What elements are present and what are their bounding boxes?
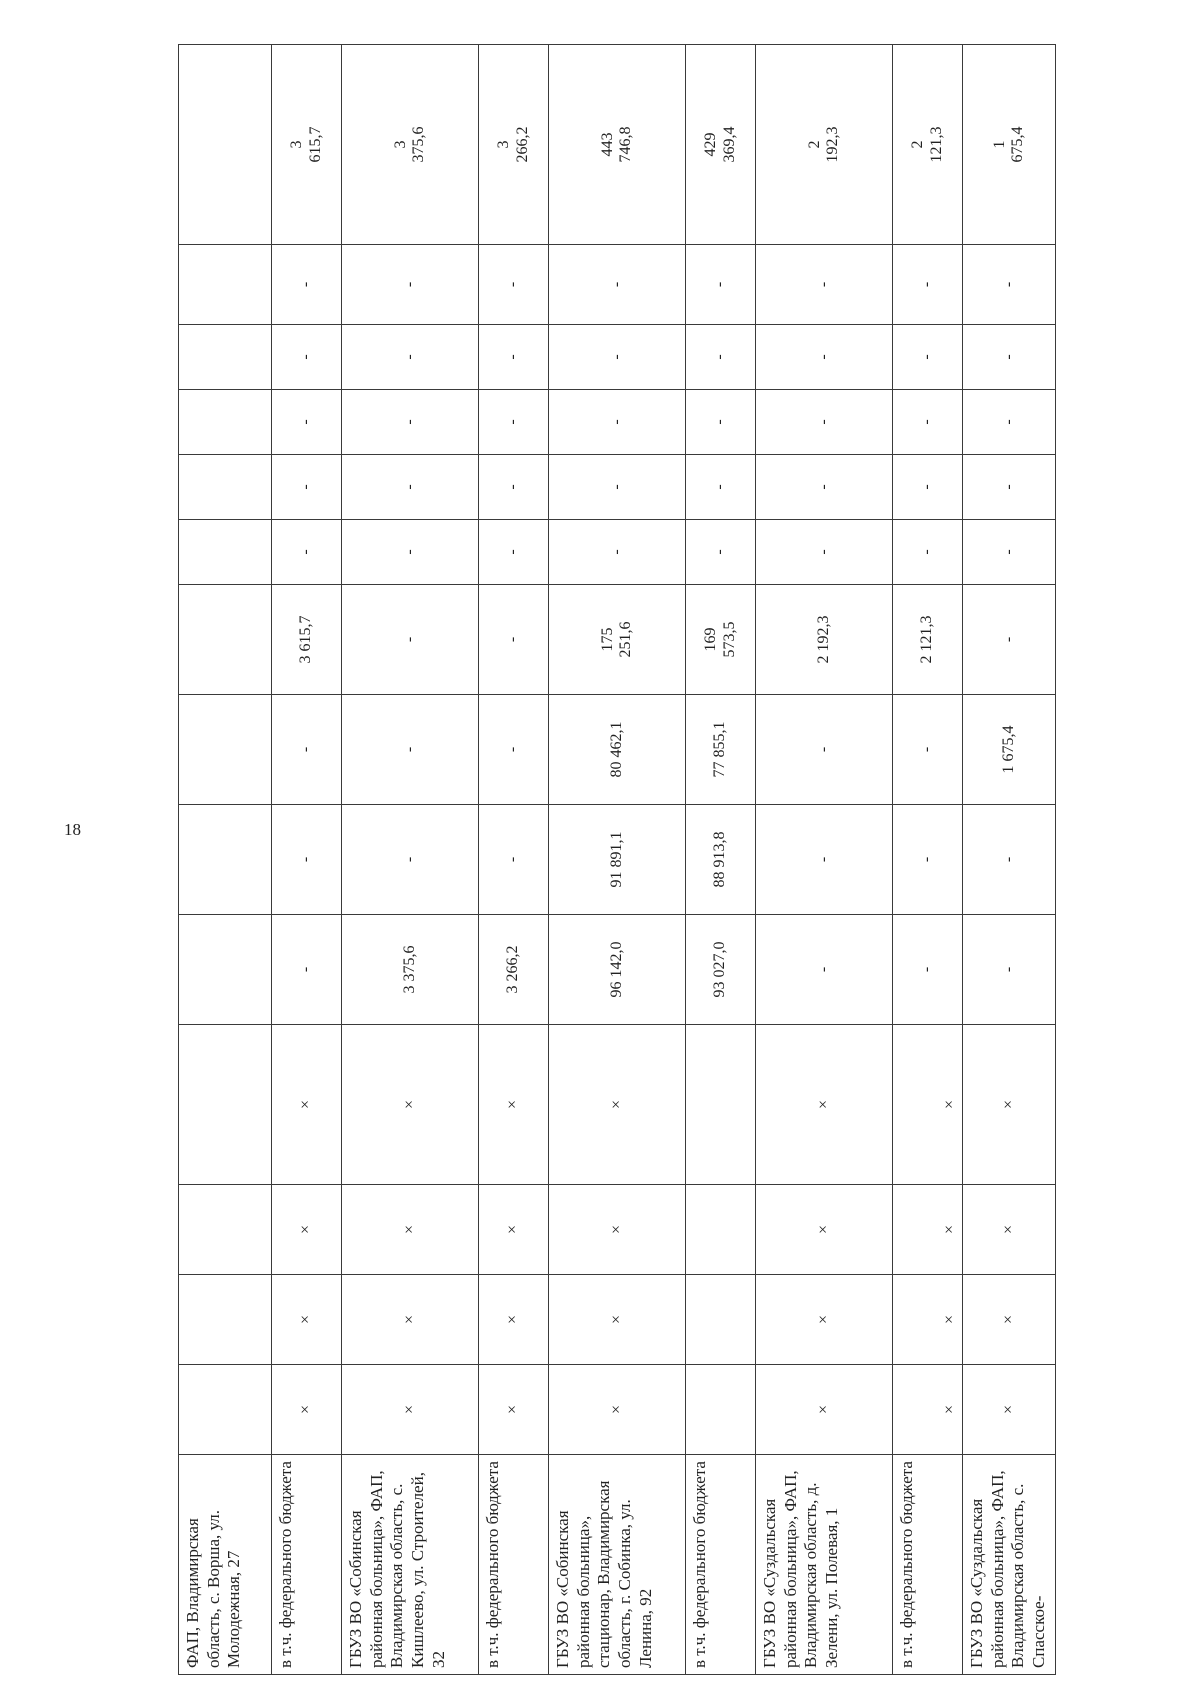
value-cell: -	[342, 695, 479, 805]
dash-cell: -	[893, 520, 963, 585]
value-cell: 96 142,0	[549, 915, 686, 1025]
dash-cell: -	[272, 390, 342, 455]
table-row	[756, 45, 893, 1675]
x-mark-cell: ×	[342, 1185, 479, 1275]
x-mark-cell: ×	[963, 1365, 1056, 1455]
dash-cell: -	[549, 455, 686, 520]
x-mark-cell: ×	[756, 1275, 893, 1365]
x-mark-cell: ×	[756, 1025, 893, 1185]
row-label: в т.ч. федерального бюджета	[479, 1455, 549, 1675]
dash-cell: -	[756, 325, 893, 390]
x-mark-cell: ×	[893, 1275, 963, 1365]
value-cell: -	[272, 695, 342, 805]
value-cell: -	[479, 585, 549, 695]
dash-cell: -	[756, 245, 893, 325]
dash-cell: -	[272, 455, 342, 520]
dash-cell: -	[686, 520, 756, 585]
value-cell: -	[893, 915, 963, 1025]
total-cell: 2 192,3	[756, 45, 893, 245]
dash-cell: -	[479, 245, 549, 325]
x-mark-cell: ×	[272, 1185, 342, 1275]
x-mark-cell: ×	[893, 1185, 963, 1275]
x-mark-cell: ×	[963, 1025, 1056, 1185]
dash-cell	[179, 325, 272, 390]
dash-cell: -	[756, 390, 893, 455]
dash-cell: -	[342, 390, 479, 455]
x-mark-cell: ×	[479, 1185, 549, 1275]
table-row	[272, 45, 342, 1675]
dash-cell: -	[272, 520, 342, 585]
x-mark-cell: ×	[272, 1275, 342, 1365]
table-row	[893, 45, 963, 1675]
dash-cell: -	[549, 325, 686, 390]
row-label: в т.ч. федерального бюджета	[686, 1455, 756, 1675]
x-mark-cell: ×	[756, 1365, 893, 1455]
rotated-table-wrapper	[178, 45, 1103, 1675]
value-cell	[179, 915, 272, 1025]
table-row	[342, 45, 479, 1675]
x-mark-cell: ×	[479, 1275, 549, 1365]
x-mark-cell: ×	[479, 1365, 549, 1455]
dash-cell: -	[479, 390, 549, 455]
dash-cell: -	[893, 390, 963, 455]
value-cell: -	[272, 805, 342, 915]
funding-table	[178, 44, 1056, 1675]
x-mark-cell	[686, 1275, 756, 1365]
dash-cell: -	[963, 455, 1056, 520]
x-mark-cell	[179, 1185, 272, 1275]
x-mark-cell: ×	[756, 1185, 893, 1275]
x-mark-cell	[686, 1025, 756, 1185]
value-cell: -	[342, 805, 479, 915]
value-cell: -	[756, 695, 893, 805]
row-label: ФАП, Владимирская область, с. Ворша, ул. Молодежная, 27	[179, 1455, 272, 1675]
value-cell: -	[479, 805, 549, 915]
value-cell: 77 855,1	[686, 695, 756, 805]
value-cell: -	[893, 695, 963, 805]
dash-cell: -	[963, 390, 1056, 455]
x-mark-cell: ×	[272, 1365, 342, 1455]
x-mark-cell: ×	[549, 1365, 686, 1455]
row-label: ГБУЗ ВО «Суздальская районная больница», ФАП, Владимирская область, д. Зелени, ул. Полевая, 1	[756, 1455, 893, 1675]
value-cell: -	[963, 915, 1056, 1025]
table-row	[479, 45, 549, 1675]
row-label: ГБУЗ ВО «Собинская районная больница», стационар, Владимирская область, г. Собинка, ул. Ленина, 92	[549, 1455, 686, 1675]
table-row	[686, 45, 756, 1675]
page-number: 18	[64, 820, 81, 839]
value-cell: 175 251,6	[549, 585, 686, 695]
dash-cell: -	[342, 520, 479, 585]
dash-cell: -	[963, 245, 1056, 325]
table-row	[963, 45, 1056, 1675]
dash-cell: -	[342, 325, 479, 390]
dash-cell	[179, 455, 272, 520]
dash-cell: -	[549, 520, 686, 585]
x-mark-cell: ×	[963, 1185, 1056, 1275]
x-mark-cell	[686, 1365, 756, 1455]
dash-cell: -	[963, 325, 1056, 390]
table-row	[179, 45, 272, 1675]
value-cell: -	[272, 915, 342, 1025]
x-mark-cell	[179, 1275, 272, 1365]
x-mark-cell: ×	[893, 1025, 963, 1185]
dash-cell: -	[686, 455, 756, 520]
value-cell: 3 375,6	[342, 915, 479, 1025]
row-label: в т.ч. федерального бюджета	[272, 1455, 342, 1675]
x-mark-cell: ×	[272, 1025, 342, 1185]
x-mark-cell: ×	[963, 1275, 1056, 1365]
value-cell: 93 027,0	[686, 915, 756, 1025]
table-body	[179, 45, 1056, 1675]
dash-cell: -	[342, 245, 479, 325]
x-mark-cell	[179, 1365, 272, 1455]
value-cell: -	[342, 585, 479, 695]
dash-cell: -	[686, 390, 756, 455]
dash-cell: -	[479, 455, 549, 520]
value-cell: -	[756, 805, 893, 915]
dash-cell: -	[686, 245, 756, 325]
dash-cell: -	[342, 455, 479, 520]
dash-cell: -	[756, 455, 893, 520]
value-cell: 2 121,3	[893, 585, 963, 695]
total-cell: 2 121,3	[893, 45, 963, 245]
value-cell: -	[893, 805, 963, 915]
dash-cell: -	[686, 325, 756, 390]
dash-cell: -	[893, 325, 963, 390]
dash-cell: -	[893, 455, 963, 520]
dash-cell: -	[963, 520, 1056, 585]
total-cell: 1 675,4	[963, 45, 1056, 245]
table-row	[549, 45, 686, 1675]
value-cell: 80 462,1	[549, 695, 686, 805]
value-cell: -	[756, 915, 893, 1025]
dash-cell: -	[549, 245, 686, 325]
x-mark-cell: ×	[549, 1275, 686, 1365]
value-cell	[179, 695, 272, 805]
value-cell: 88 913,8	[686, 805, 756, 915]
x-mark-cell: ×	[893, 1365, 963, 1455]
total-cell	[179, 45, 272, 245]
row-label: ГБУЗ ВО «Собинская районная больница», ФАП, Владимирская область, с. Кишлеево, ул. Строителей, 32	[342, 1455, 479, 1675]
x-mark-cell: ×	[549, 1025, 686, 1185]
value-cell: 3 615,7	[272, 585, 342, 695]
value-cell: -	[963, 585, 1056, 695]
dash-cell	[179, 390, 272, 455]
dash-cell	[179, 245, 272, 325]
dash-cell: -	[272, 325, 342, 390]
value-cell	[179, 585, 272, 695]
dash-cell: -	[893, 245, 963, 325]
value-cell: 91 891,1	[549, 805, 686, 915]
value-cell	[179, 805, 272, 915]
total-cell: 3 375,6	[342, 45, 479, 245]
x-mark-cell: ×	[549, 1185, 686, 1275]
value-cell: 169 573,5	[686, 585, 756, 695]
dash-cell: -	[479, 325, 549, 390]
value-cell: 3 266,2	[479, 915, 549, 1025]
dash-cell: -	[756, 520, 893, 585]
x-mark-cell	[686, 1185, 756, 1275]
value-cell: 1 675,4	[963, 695, 1056, 805]
x-mark-cell: ×	[342, 1025, 479, 1185]
value-cell: -	[479, 695, 549, 805]
dash-cell	[179, 520, 272, 585]
total-cell: 3 266,2	[479, 45, 549, 245]
total-cell: 443 746,8	[549, 45, 686, 245]
dash-cell: -	[272, 245, 342, 325]
dash-cell: -	[549, 390, 686, 455]
row-label: ГБУЗ ВО «Суздальская районная больница», ФАП, Владимирская область, с. Спасское-	[963, 1455, 1056, 1675]
dash-cell: -	[479, 520, 549, 585]
x-mark-cell	[179, 1025, 272, 1185]
total-cell: 429 369,4	[686, 45, 756, 245]
value-cell: 2 192,3	[756, 585, 893, 695]
x-mark-cell: ×	[342, 1365, 479, 1455]
total-cell: 3 615,7	[272, 45, 342, 245]
value-cell: -	[963, 805, 1056, 915]
row-label: в т.ч. федерального бюджета	[893, 1455, 963, 1675]
x-mark-cell: ×	[479, 1025, 549, 1185]
x-mark-cell: ×	[342, 1275, 479, 1365]
